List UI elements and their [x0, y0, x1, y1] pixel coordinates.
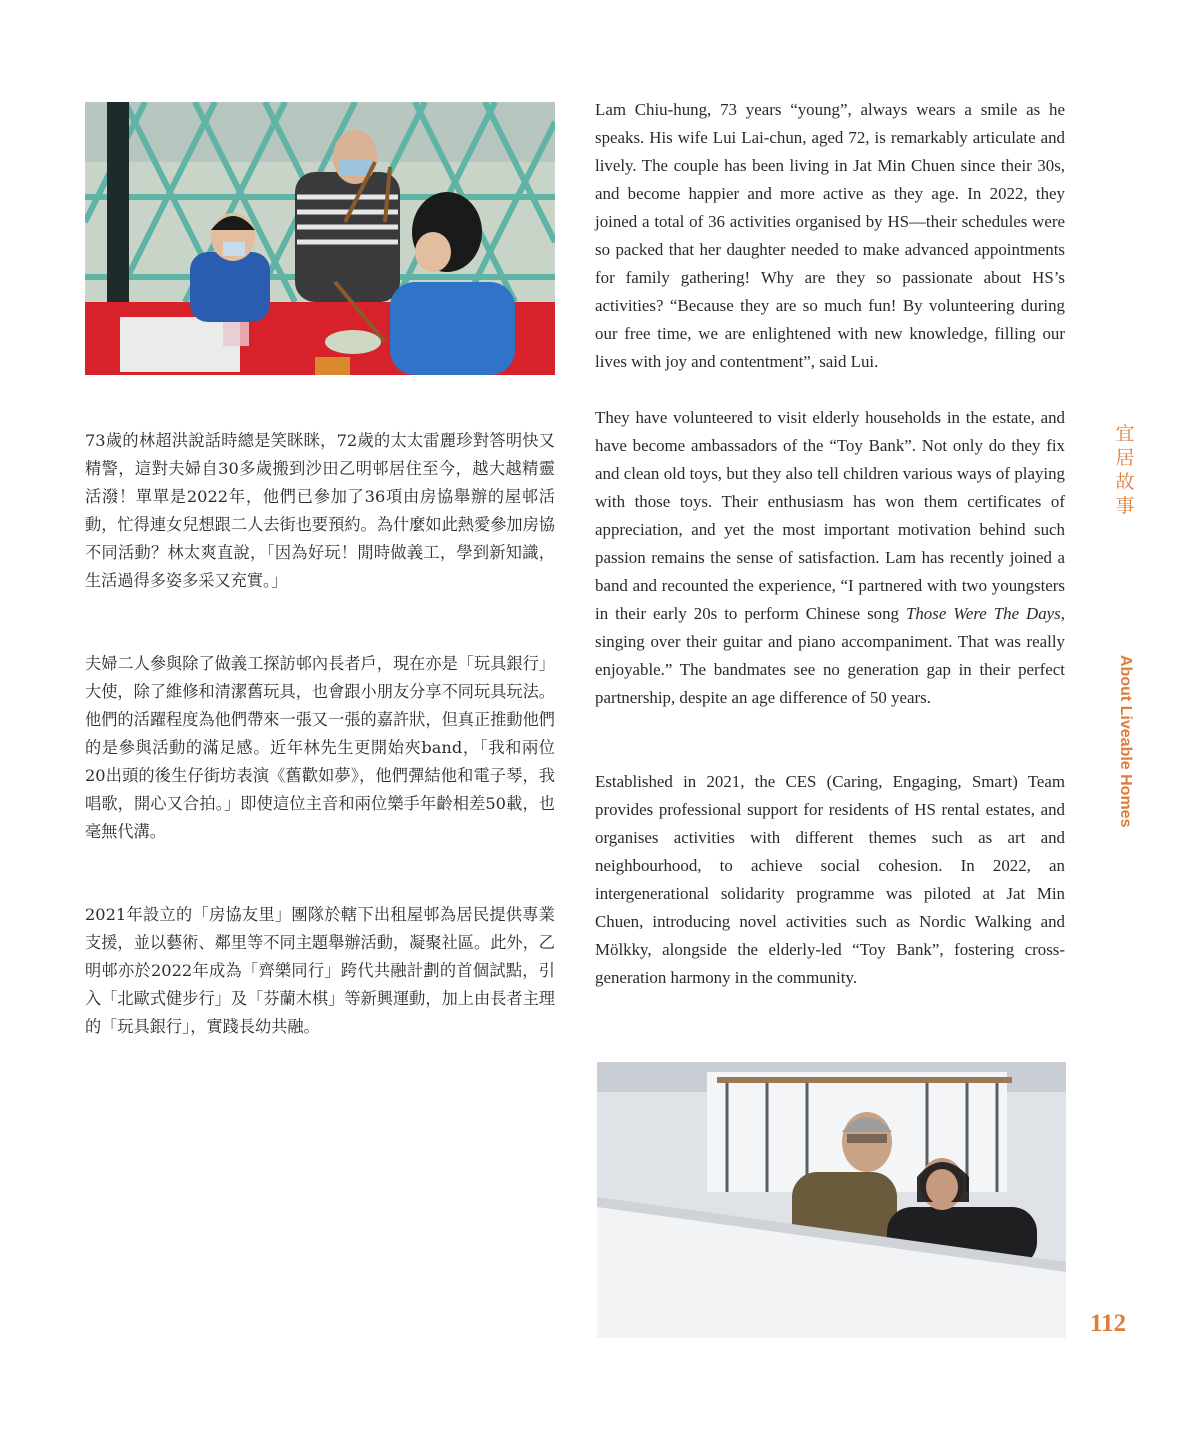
side-title-char-1: 宜	[1115, 423, 1135, 445]
zh-paragraph-2: 夫婦二人參與除了做義工探訪邨內長者戶，現在亦是「玩具銀行」大使，除了維修和清潔舊玩具，也會跟小朋友分享不同玩具玩法。他們的活躍程度為他們帶來一張又一張的嘉許狀，但真正推動他們的是參與活動的滿足感。近年林先生更開始夾band，「我和兩位20出頭的後生仔街坊表演《舊歡如夢》，他們彈結他和電子琴，我唱歌，開心又合拍。」即使這位主音和兩位樂手年齡相差50載，也毫無代溝。	[85, 654, 555, 841]
page-number: 112	[1090, 1310, 1127, 1337]
photo-toy-bank-activity	[85, 102, 555, 375]
side-title-char-4: 事	[1115, 495, 1135, 517]
en-paragraph-2	[595, 404, 1065, 712]
song-title: Those Were The Days	[905, 604, 1061, 623]
side-title-english-text: About Liveable Homes	[1117, 655, 1134, 828]
photo-elderly-couple	[597, 1062, 1066, 1338]
side-title-chinese	[1113, 422, 1137, 518]
en-paragraph-1: Lam Chiu-hung, 73 years “young”, always wears a smile as he speaks. His wife Lui Lai-chun, aged 72, is remarkably articulate and lively. The couple has been living in Jat Min Chuen since their 30s, and become happier and more active as they age. In 2022, they joined a total of 36 activities organised by HS—their schedules were so packed that her daughter needed to make advanced appointments for family gathering! Why are they so passionate about HS’s activities? “Because they are so much fun! By volunteering during our free time, we are enlightened with new knowledge, filling our lives with joy and contentment”, said Lui.	[595, 100, 1065, 371]
side-title-english	[1113, 655, 1137, 835]
side-title-char-3: 故	[1115, 471, 1135, 493]
zh-paragraph-3: 2021年設立的「房協友里」團隊於轄下出租屋邨為居民提供專業支援，並以藝術、鄰里等不同主題舉辦活動，凝聚社區。此外，乙明邨亦於2022年成為「齊樂同行」跨代共融計劃的首個試點，引入「北歐式健步行」及「芬蘭木棋」等新興運動，加上由長者主理的「玩具銀行」，實踐長幼共融。	[85, 905, 555, 1036]
en-paragraph-2-part-b: , singing over their guitar and piano accompaniment. That was really enjoyable.” The bandmates see no generation gap in their perfect partnership, despite an age difference of 50 years.	[595, 604, 1065, 707]
side-title-char-2: 居	[1115, 447, 1135, 469]
en-paragraph-3: Established in 2021, the CES (Caring, Engaging, Smart) Team provides professional support for residents of HS rental estates, and organises activities with different themes such as art and neighbourhood, to achieve social cohesion. In 2022, an intergenerational solidarity programme was piloted at Jat Min Chuen, introducing novel activities such as Nordic Walking and Mölkky, alongside the elderly-led “Toy Bank”, fostering cross-generation harmony in the community.	[595, 772, 1065, 987]
en-paragraph-2-part-a: They have volunteered to visit elderly households in the estate, and have become ambassadors of the “Toy Bank”. Not only do they fix and clean old toys, but they also tell children various ways of playing with those toys. Their enthusiasm has won them certificates of appreciation, and yet the most important motivation behind such passion remains the sense of satisfaction. Lam has recently joined a band and recounted the experience, “I partnered with two youngsters in their early 20s to perform Chinese song	[595, 408, 1065, 623]
zh-paragraph-1: 73歲的林超洪說話時總是笑眯眯，72歲的太太雷麗珍對答明快又精警，這對夫婦自30多歲搬到沙田乙明邨居住至今，越大越精靈活潑！單單是2022年，他們已參加了36項由房協舉辦的屋邨活動，忙得連女兒想跟二人去街也要預約。為什麼如此熱愛參加房協不同活動？林太爽直說，「因為好玩！閒時做義工，學到新知識，生活過得多姿多采又充實。」	[85, 431, 555, 590]
